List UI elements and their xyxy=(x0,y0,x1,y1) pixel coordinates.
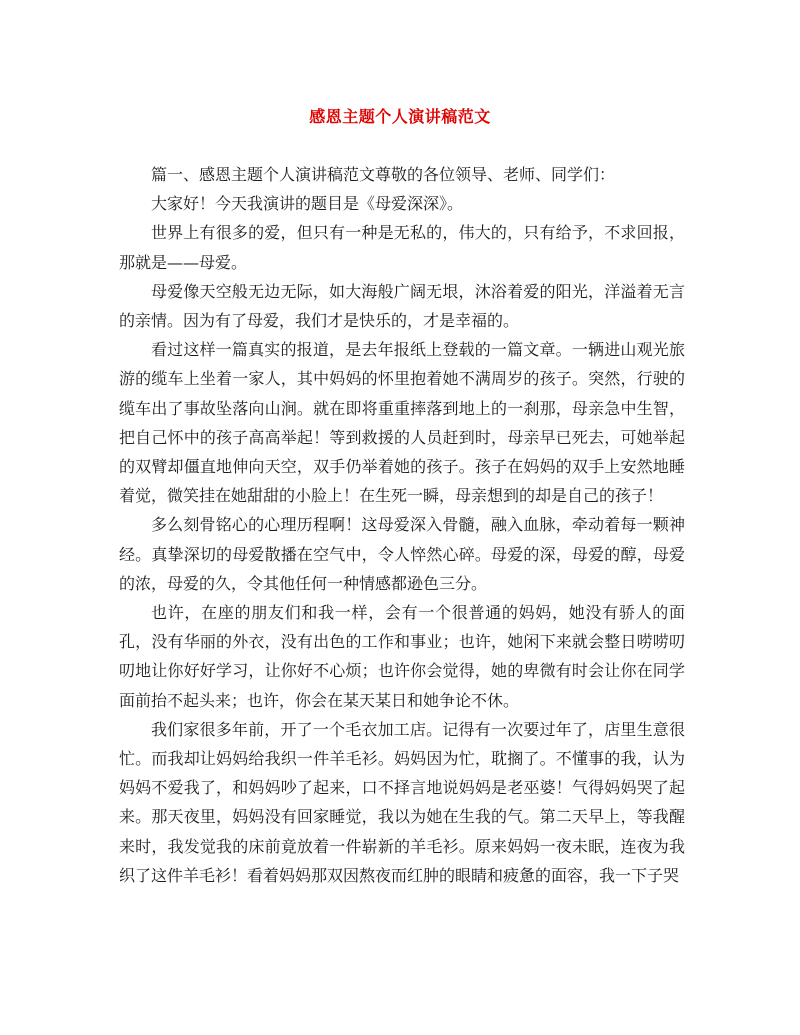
paragraph: 篇一、感恩主题个人演讲稿范文尊敬的各位领导、老师、同学们： xyxy=(151,165,616,184)
document-body xyxy=(119,160,685,890)
paragraph: 多么刻骨铭心的心理历程啊！这母爱深入骨髓，融入血脉，牵动着每一颗神经。真挚深切的母爱散播在空气中，令人悴然心碎。母爱的深，母爱的醇，母爱的浓，母爱的久，令其他任何一种情感都逊色三分。 xyxy=(119,515,685,593)
paragraph: 也许，在座的朋友们和我一样，会有一个很普通的妈妈，她没有骄人的面孔，没有华丽的外衣，没有出色的工作和事业；也许，她闲下来就会整日唠唠叨叨地让你好好学习，让你好不心烦；也许你会觉得，她的卑微有时会让你在同学面前抬不起头来；也许，你会在某天某日和她争论不休。 xyxy=(119,603,685,710)
paragraph: 我们家很多年前，开了一个毛衣加工店。记得有一次要过年了，店里生意很忙。而我却让妈妈给我织一件羊毛衫。妈妈因为忙，耽搁了。不懂事的我，认为妈妈不爱我了，和妈妈吵了起来，口不择言地说妈妈是老巫婆！气得妈妈哭了起来。那天夜里，妈妈没有回家睡觉，我以为她在生我的气。第二天早上，等我醒来时，我发觉我的床前竟放着一件崭新的羊毛衫。原来妈妈一夜未眠，连夜为我织了这件羊毛衫！看着妈妈那双因熬夜而红肿的眼睛和疲惫的面容，我一下子哭 xyxy=(119,719,685,885)
document-title: 感恩主题个人演讲稿范文 xyxy=(309,107,491,126)
paragraph: 母爱像天空般无边无际，如大海般广阔无垠，沐浴着爱的阳光，洋溢着无言的亲情。因为有了母爱，我们才是快乐的，才是幸福的。 xyxy=(119,281,685,331)
paragraph: 世界上有很多的爱，但只有一种是无私的，伟大的，只有给予，不求回报，那就是——母爱。 xyxy=(119,223,685,272)
paragraph: 大家好！今天我演讲的题目是《母爱深深》。 xyxy=(151,194,464,214)
paragraph: 看过这样一篇真实的报道，是去年报纸上登载的一篇文章。一辆进山观光旅游的缆车上坐着一家人，其中妈妈的怀里抱着她不满周岁的孩子。突然，行驶的缆车出了事故坠落向山涧。就在即将重重摔落到地上的一刹那，母亲急中生智，把自己怀中的孩子高高举起！等到救援的人员赶到时，母亲早已死去，可她举起的双臂却僵直地伸向天空，双手仍举着她的孩子。孩子在妈妈的双手上安然地睡着觉，微笑挂在她甜甜的小脸上！在生死一瞬，母亲想到的却是自己的孩子！ xyxy=(119,340,685,506)
